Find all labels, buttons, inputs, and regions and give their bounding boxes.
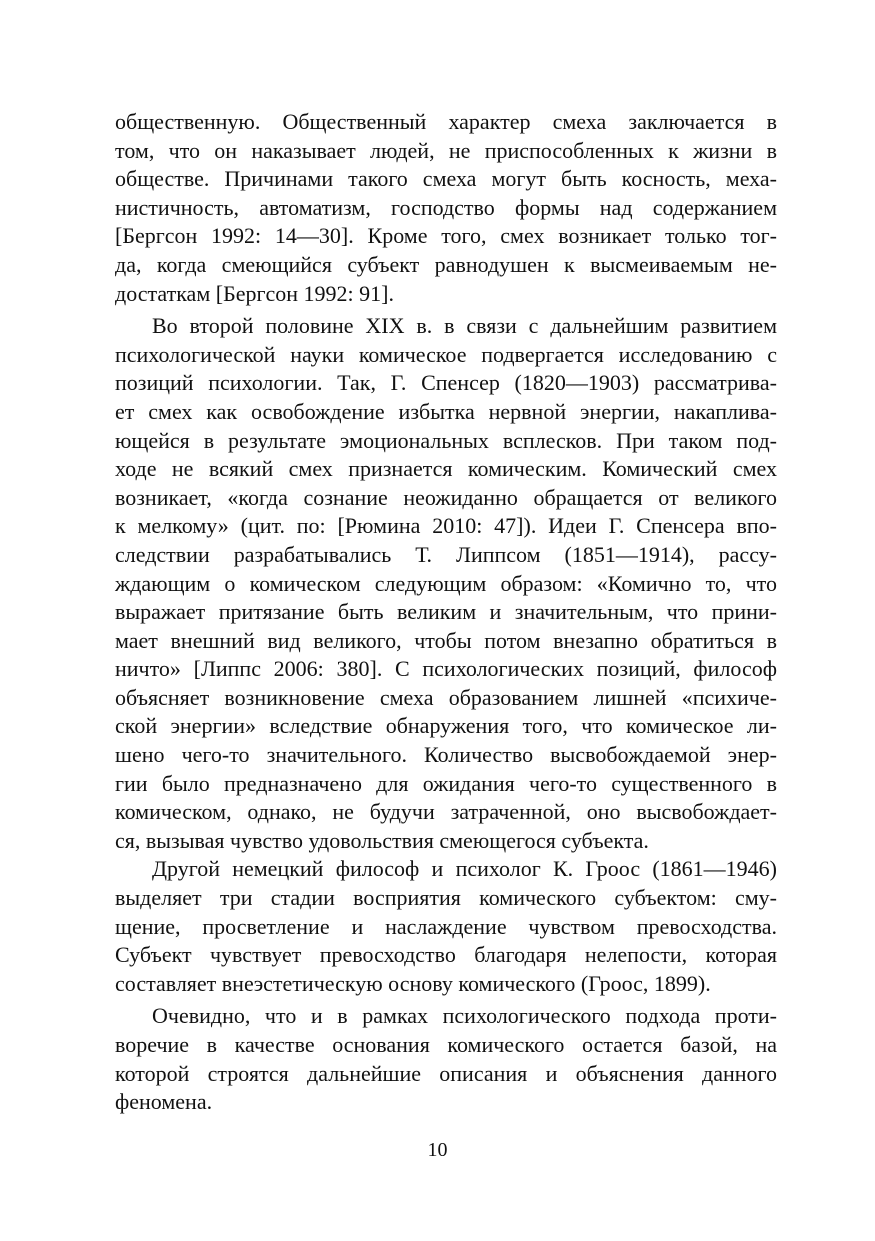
paragraph-4 xyxy=(115,1002,777,1116)
text-line: следствии разрабатывались Т. Липпсом (1851—1914), рассу- xyxy=(115,541,777,567)
page-number: 10 xyxy=(427,1139,448,1161)
text-line: том, что он наказывает людей, не приспособленных к жизни в xyxy=(115,137,777,163)
text-line: объясняет возникновение смеха образованием лишней «психиче- xyxy=(115,684,777,710)
text-line: выражает притязание быть великим и значительным, что прини- xyxy=(115,599,777,625)
text-line: обществе. Причинами такого смеха могут быть косность, меха- xyxy=(115,166,777,192)
text-line: выделяет три стадии восприятия комического субъектом: сму- xyxy=(115,885,777,911)
page-body xyxy=(115,108,777,1117)
text-line: ет смех как освобождение избытка нервной энергии, накаплива- xyxy=(115,398,777,424)
text-line: составляет внеэстетическую основу комического (Гроос, 1899). xyxy=(115,970,711,996)
text-line: феномена. xyxy=(115,1089,213,1115)
text-line: психологической науки комическое подвергается исследованию с xyxy=(115,341,777,367)
text-line: ющейся в результате эмоциональных всплесков. При таком под- xyxy=(115,427,777,453)
text-line: ся, вызывая чувство удовольствия смеющегося субъекта. xyxy=(115,827,649,853)
text-line: нистичность, автоматизм, господство формы над содержанием xyxy=(115,194,777,220)
paragraph-1 xyxy=(115,108,777,308)
text-line: ходе не всякий смех признается комическим. Комический смех xyxy=(115,456,777,482)
text-line: ничто» [Липпс 2006: 380]. С психологических позиций, философ xyxy=(115,656,777,682)
text-line: щение, просветление и наслаждение чувством превосходства. xyxy=(115,913,777,939)
text-line: мает внешний вид великого, чтобы потом внезапно обратиться в xyxy=(115,627,777,653)
text-line: общественную. Общественный характер смеха заключается в xyxy=(115,109,777,134)
text-line: [Бергсон 1992: 14—30]. Кроме того, смех возникает только тог- xyxy=(115,223,777,249)
text-line: гии было предназначено для ожидания чего-то существенного в xyxy=(115,770,777,796)
text-line: да, когда смеющийся субъект равнодушен к высмеиваемым не- xyxy=(115,251,777,277)
text-line: комическом, однако, не будучи затраченной, оно высвобождает- xyxy=(115,799,777,825)
text-line: к мелкому» (цит. по: [Рюмина 2010: 47]). Идеи Г. Спенсера впо- xyxy=(115,513,777,539)
text-line: ской энергии» вследствие обнаружения того, что комическое ли- xyxy=(115,713,777,739)
text-line: которой строятся дальнейшие описания и объяснения данного xyxy=(115,1060,777,1086)
text-line: возникает, «когда сознание неожиданно обращается от великого xyxy=(115,484,777,510)
text-line: Очевидно, что и в рамках психологического подхода проти- xyxy=(152,1003,777,1029)
text-line: достаткам [Бергсон 1992: 91]. xyxy=(115,280,394,306)
paragraph-3 xyxy=(115,855,777,998)
text-line: воречие в качестве основания комического остается базой, на xyxy=(115,1032,777,1057)
text-line: позиций психологии. Так, Г. Спенсер (1820—1903) рассматрива- xyxy=(115,370,777,396)
text-line: Во второй половине XIX в. в связи с дальнейшим развитием xyxy=(152,313,777,339)
text-line: Другой немецкий философ и психолог К. Гроос (1861—1946) xyxy=(152,856,777,882)
paragraph-2 xyxy=(115,312,777,855)
text-line: шено чего-то значительного. Количество высвобождаемой энер- xyxy=(115,742,777,768)
text-line: Субъект чувствует превосходство благодаря нелепости, которая xyxy=(115,942,777,968)
text-line: ждающим о комическом следующим образом: «Комично то, что xyxy=(115,570,777,596)
